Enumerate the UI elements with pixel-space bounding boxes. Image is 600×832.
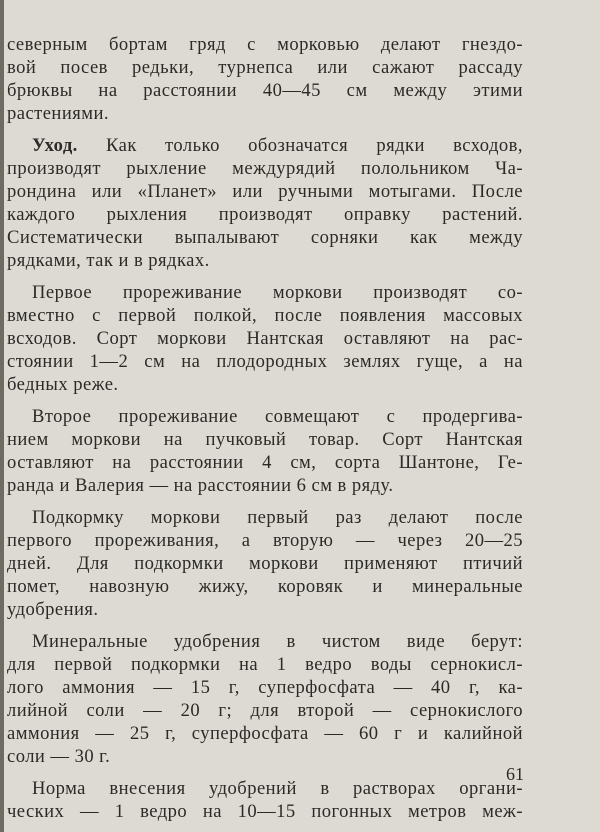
text-line: соли — 30 г. bbox=[7, 746, 111, 767]
text-line: Норма внесения удобрений в растворах органи- bbox=[32, 778, 523, 799]
text-line: стоянии 1—2 см на плодородных землях гуще, а на bbox=[7, 351, 523, 372]
text-line: брюквы на расстоянии 40—45 см между этими bbox=[7, 80, 523, 101]
text-line: лийной соли — 20 г; для второй — сернокислого bbox=[7, 700, 523, 721]
text-line: первого прореживания, а вторую — через 20—25 bbox=[7, 530, 523, 551]
section-heading: Уход. bbox=[32, 135, 78, 156]
text-line: бедных реже. bbox=[7, 374, 119, 395]
text-line bbox=[7, 134, 523, 157]
text-line: помет, навозную жижу, коровяк и минеральные bbox=[7, 576, 523, 597]
text-line: производят рыхление междурядий полольником Ча- bbox=[7, 158, 523, 179]
text-line: удобрения. bbox=[7, 599, 99, 620]
text-line-rest: Как только обозначатся рядки всходов, bbox=[77, 135, 523, 156]
text-line: вместно с первой полкой, после появления массовых bbox=[7, 305, 523, 326]
text-line: каждого рыхления производят оправку растений. bbox=[7, 204, 523, 225]
body-text bbox=[7, 33, 523, 823]
page-edge-shadow bbox=[0, 0, 4, 832]
text-line: ческих — 1 ведро на 10—15 погонных метров меж- bbox=[7, 801, 523, 822]
text-line: нием моркови на пучковый товар. Сорт Нантская bbox=[7, 429, 523, 450]
text-line: Первое прореживание моркови производят со- bbox=[32, 282, 523, 303]
text-line: рондина или «Планет» или ручными мотыгами. После bbox=[7, 181, 523, 202]
text-line: оставляют на расстоянии 4 см, сорта Шантоне, Ге- bbox=[7, 452, 523, 473]
text-line: лого аммония — 15 г, суперфосфата — 40 г, ка- bbox=[7, 677, 523, 698]
text-line: Подкормку моркови первый раз делают после bbox=[32, 507, 523, 528]
text-line: вой посев редьки, турнепса или сажают рассаду bbox=[7, 57, 523, 78]
text-line: дней. Для подкормки моркови применяют птичий bbox=[7, 553, 523, 574]
page-number: 61 bbox=[506, 764, 524, 784]
text-line: аммония — 25 г, суперфосфата — 60 г и калийной bbox=[7, 723, 523, 744]
text-line: всходов. Сорт моркови Нантская оставляют на рас- bbox=[7, 328, 523, 349]
text-line: Второе прореживание совмещают с продергива- bbox=[32, 406, 523, 427]
text-line: Систематически выпалывают сорняки как между bbox=[7, 227, 523, 248]
text-line: рядками, так и в рядках. bbox=[7, 250, 210, 271]
text-line: ранда и Валерия — на расстоянии 6 см в ряду. bbox=[7, 475, 394, 496]
text-line: для первой подкормки на 1 ведро воды сернокисл- bbox=[7, 654, 523, 675]
text-line: северным бортам гряд с морковью делают гнездо- bbox=[7, 34, 523, 55]
text-line: Минеральные удобрения в чистом виде берут: bbox=[32, 631, 523, 652]
text-line: растениями. bbox=[7, 103, 109, 124]
